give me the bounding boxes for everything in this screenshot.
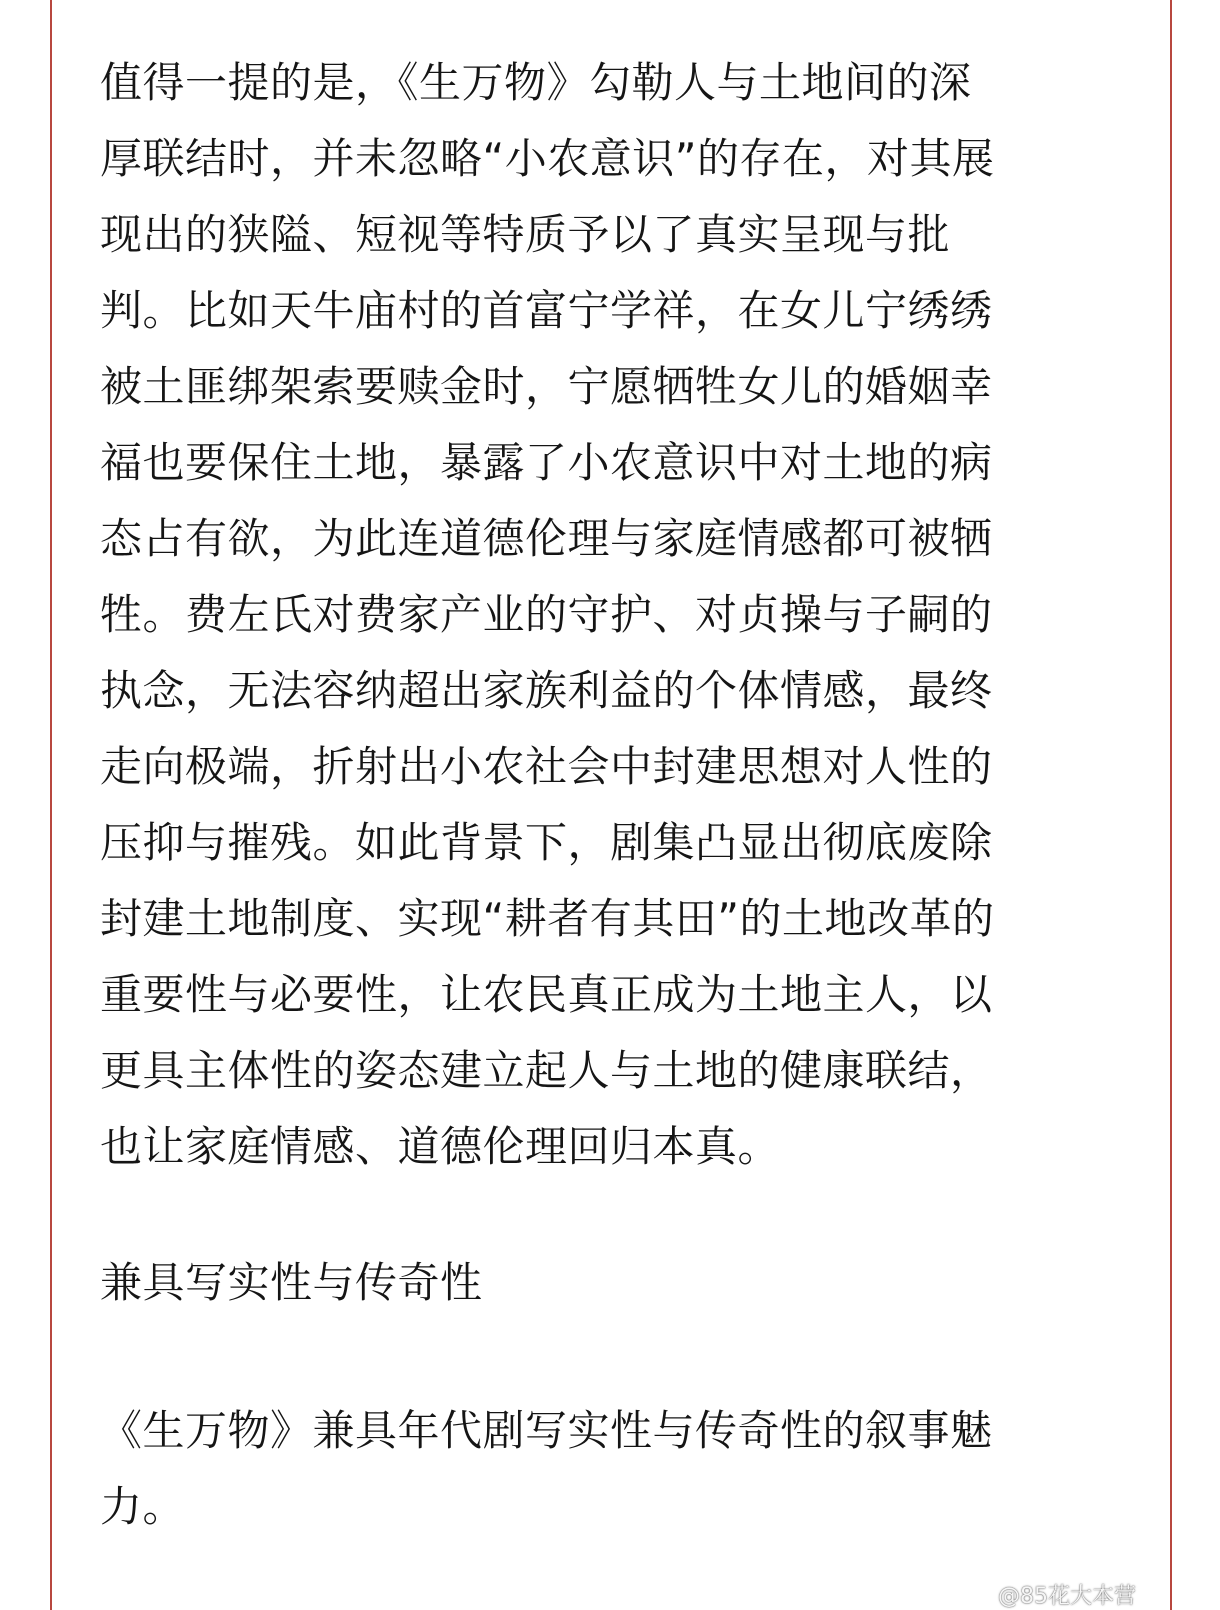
paragraph-line: 封建土地制度、实现“耕者有其田”的土地改革的 <box>100 894 995 943</box>
weibo-icon <box>960 1578 994 1610</box>
paragraph-line: 厚联结时，并未忽略“小农意识”的存在，对其展 <box>100 134 995 183</box>
right-border-line <box>1170 0 1172 1610</box>
left-border-line <box>50 0 52 1610</box>
paragraph-line: 被土匪绑架索要赎金时，宁愿牺牲女儿的婚姻幸 <box>100 362 993 411</box>
watermark-text: @85花大本营 <box>998 1583 1136 1609</box>
section-heading: 兼具写实性与传奇性 <box>100 1258 483 1307</box>
paragraph-line: 重要性与必要性，让农民真正成为土地主人，以 <box>100 970 993 1019</box>
paragraph-line: 力。 <box>100 1482 186 1531</box>
weibo-watermark <box>960 1578 1136 1610</box>
paragraph-line: 执念，无法容纳超出家族利益的个体情感，最终 <box>100 666 993 715</box>
paragraph-line: 态占有欲，为此连道德伦理与家庭情感都可被牺 <box>100 514 993 563</box>
paragraph-line: 牲。费左氏对费家产业的守护、对贞操与子嗣的 <box>100 590 993 639</box>
paragraph-line: 判。比如天牛庙村的首富宁学祥，在女儿宁绣绣 <box>100 286 993 335</box>
paragraph-line: 福也要保住土地，暴露了小农意识中对土地的病 <box>100 438 993 487</box>
paragraph-line: 现出的狭隘、短视等特质予以了真实呈现与批 <box>100 210 951 259</box>
paragraph-line: 压抑与摧残。如此背景下，剧集凸显出彻底废除 <box>100 818 993 867</box>
paragraph-line: 走向极端，折射出小农社会中封建思想对人性的 <box>100 742 993 791</box>
paragraph-line: 更具主体性的姿态建立起人与土地的健康联结， <box>100 1046 993 1095</box>
paragraph-line: 值得一提的是，《生万物》勾勒人与土地间的深 <box>100 58 972 107</box>
paragraph-line: 也让家庭情感、道德伦理回归本真。 <box>100 1122 781 1171</box>
paragraph-line: 《生万物》兼具年代剧写实性与传奇性的叙事魅 <box>100 1406 993 1455</box>
